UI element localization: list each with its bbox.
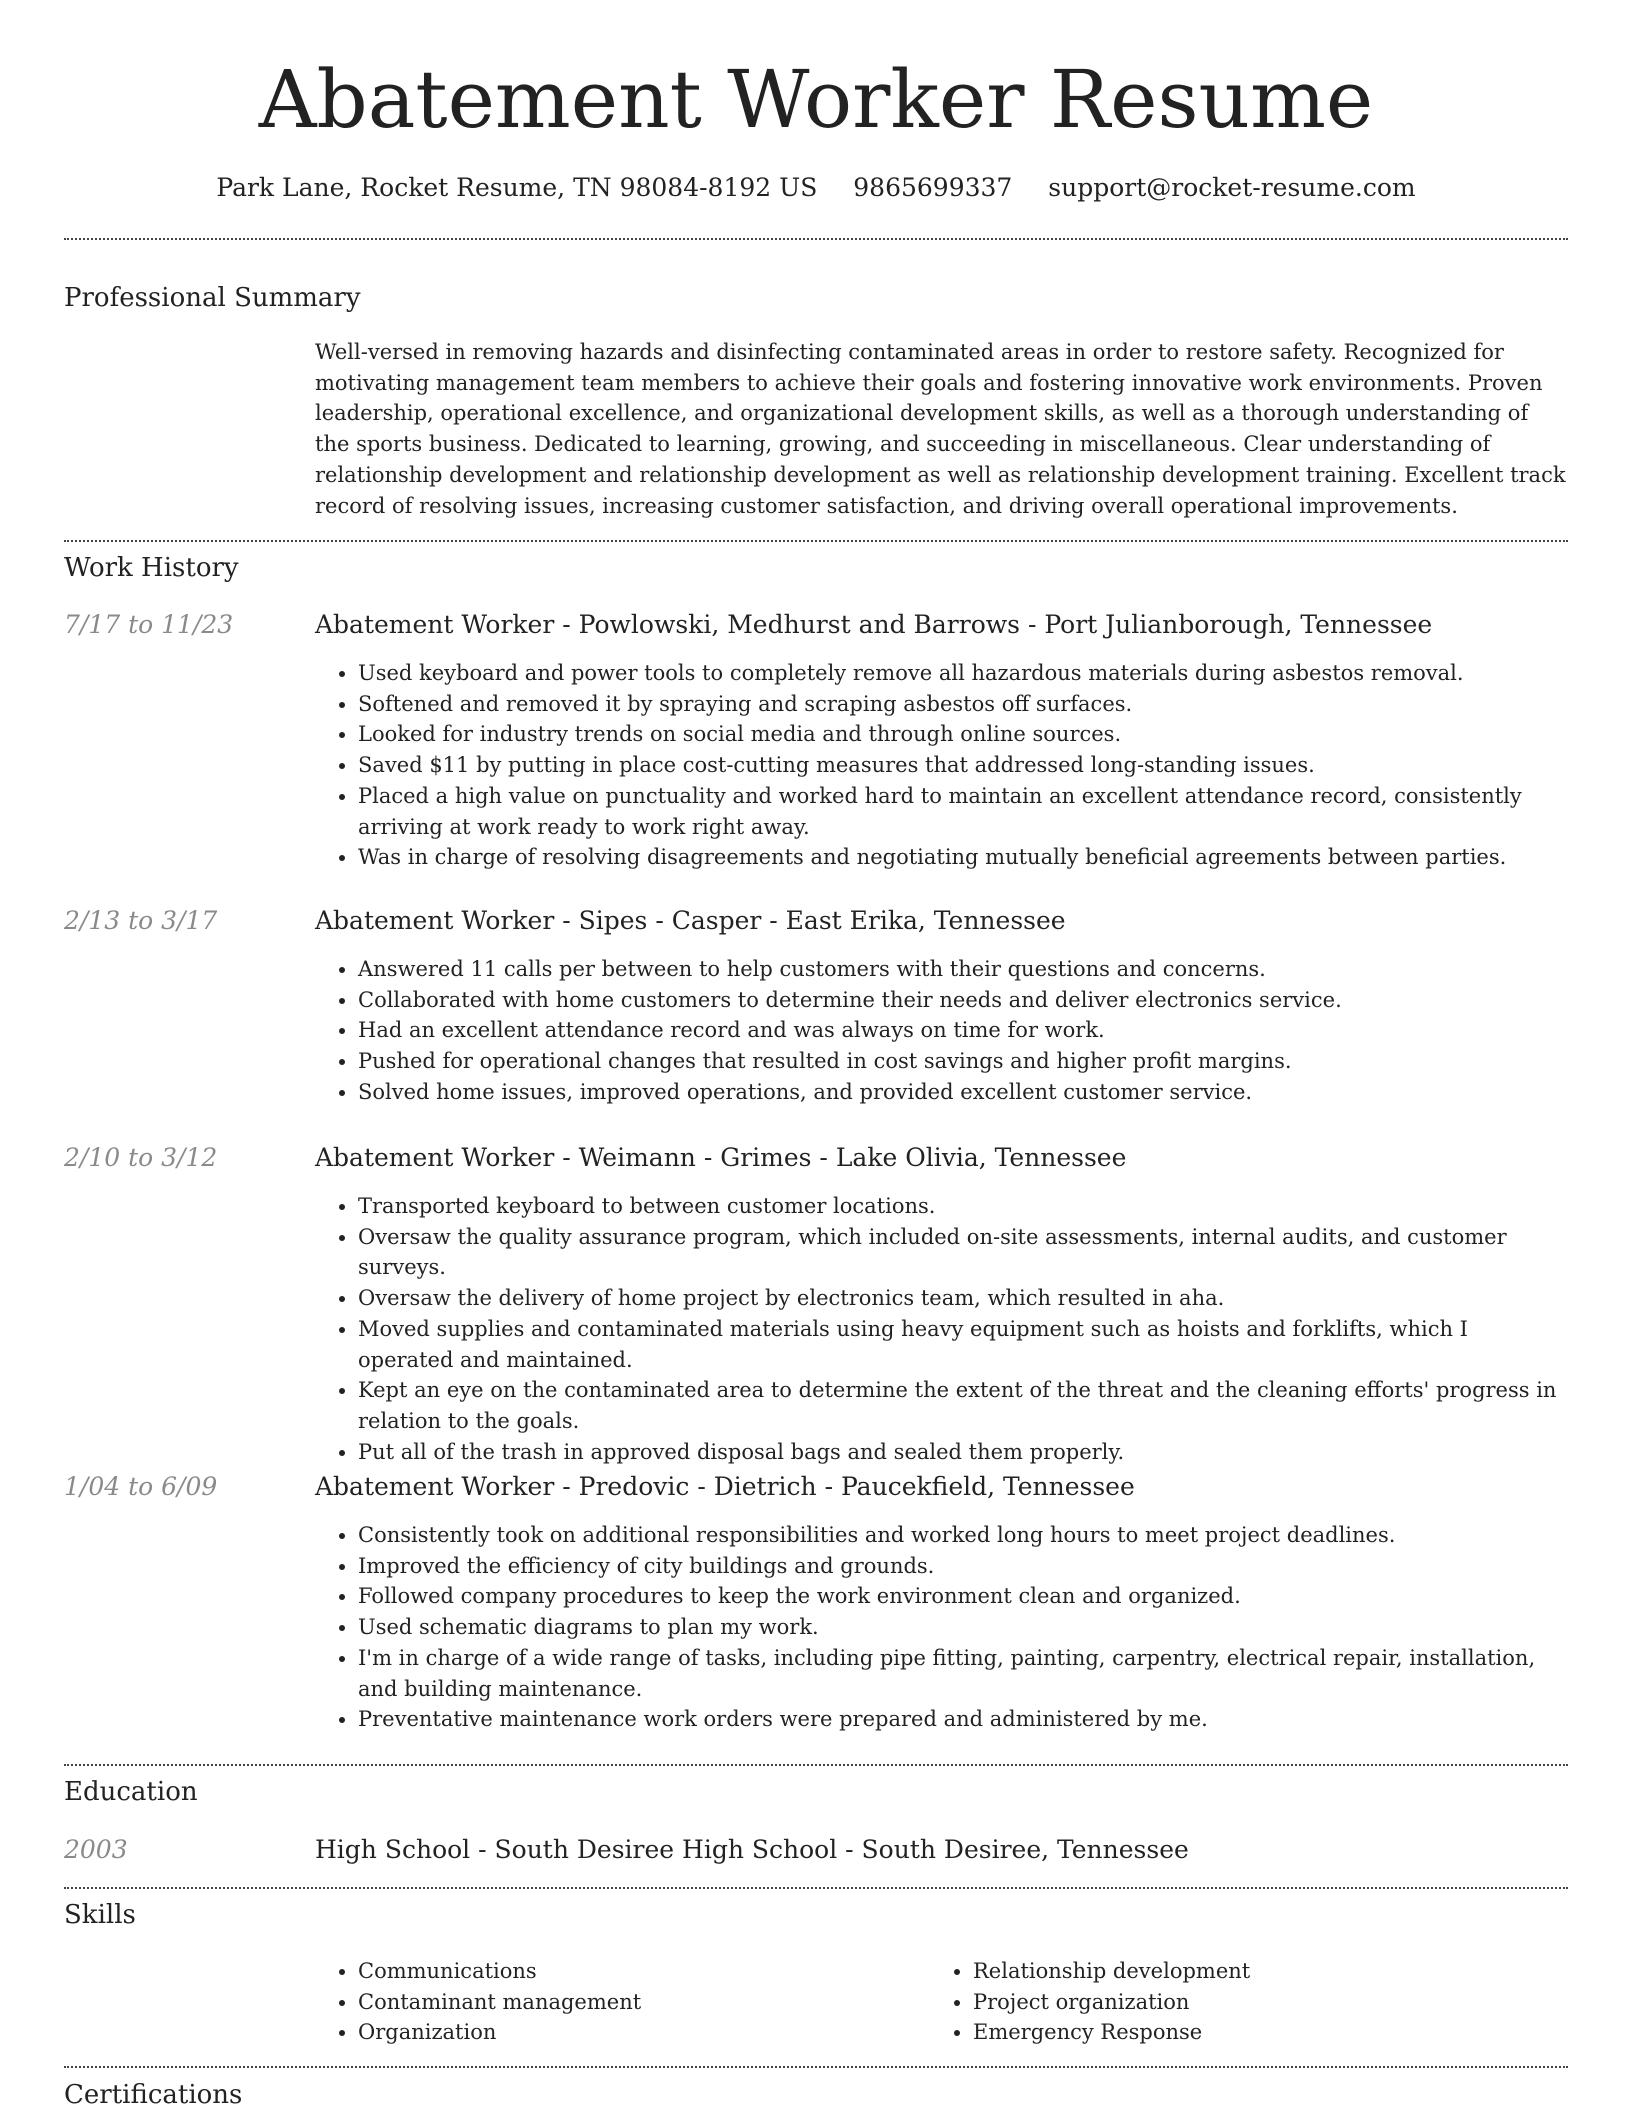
divider [64,2066,1568,2068]
skill-item: • Organization [358,2017,915,2048]
list-item: • Had an excellent attendance record and was always on time for work. [358,1015,1568,1046]
list-item: • Placed a high value on punctuality and worked hard to maintain an excellent attendance record, consistently arriving at work ready to work right away. [358,781,1568,842]
divider [64,238,1568,240]
skill-item: • Project organization [973,1987,1530,2018]
job-title: Abatement Worker - Powlowski, Medhurst and Barrows - Port Julianborough, Tennessee [315,610,1433,639]
list-item: • Oversaw the quality assurance program, which included on-site assessments, internal audits, and customer surveys. [358,1222,1568,1283]
education-heading: Education [64,1777,198,1807]
list-item: • Preventative maintenance work orders were prepared and administered by me. [358,1704,1568,1735]
job-dates: 1/04 to 6/09 [64,1472,218,1501]
list-item: • Saved $11 by putting in place cost-cutting measures that addressed long-standing issues. [358,750,1568,781]
summary-text: Well-versed in removing hazards and disinfecting contaminated areas in order to restore safety. Recognized for motivating management team members to achieve their goals and fostering innovative work environments. Proven leadership, operational excellence, and organizational development skills, as well as a thorough understanding of the sports business. Dedicated to learning, growing, and succeeding in miscellaneous. Clear understanding of relationship development and relationship development as well as relationship development training. Excellent track record of resolving issues, increasing customer satisfaction, and driving overall operational improvements. [315,340,1566,518]
divider [64,1887,1568,1889]
skill-item: • Contaminant management [358,1987,915,2018]
job-dates: 2/10 to 3/12 [64,1143,218,1172]
skills-heading: Skills [64,1900,136,1930]
list-item: • Answered 11 calls per between to help customers with their questions and concerns. [358,954,1568,985]
education-year: 2003 [64,1835,128,1864]
list-item: • Looked for industry trends on social media and through online sources. [358,719,1568,750]
contact-email[interactable]: support@rocket-resume.com [1048,173,1416,202]
skill-item: • Emergency Response [973,2017,1530,2048]
list-item: • Moved supplies and contaminated materials using heavy equipment such as hoists and forklifts, which I operated and maintained. [358,1314,1568,1375]
contact-address: Park Lane, Rocket Resume, TN 98084-8192 US [216,173,818,202]
list-item: • Softened and removed it by spraying and scraping asbestos off surfaces. [358,689,1568,720]
list-item: • I'm in charge of a wide range of tasks, including pipe fitting, painting, carpentry, electrical repair, installation, and building maintenance. [358,1643,1568,1704]
resume-title: Abatement Worker Resume [258,53,1374,146]
list-item: • Oversaw the delivery of home project by electronics team, which resulted in aha. [358,1283,1568,1314]
work-history-heading: Work History [64,553,239,583]
list-item: • Transported keyboard to between customer locations. [358,1191,1568,1222]
job-bullets [315,1520,1568,1735]
job-title: Abatement Worker - Predovic - Dietrich - Paucekfield, Tennessee [315,1472,1135,1501]
skills-list-left [315,1956,915,2048]
list-item: • Pushed for operational changes that resulted in cost savings and higher profit margins. [358,1046,1568,1077]
certifications-heading: Certifications [64,2080,243,2110]
list-item: • Used keyboard and power tools to completely remove all hazardous materials during asbestos removal. [358,658,1568,689]
job-title: Abatement Worker - Sipes - Casper - East Erika, Tennessee [315,906,1066,935]
list-item: • Kept an eye on the contaminated area to determine the extent of the threat and the cleaning efforts' progress in relation to the goals. [358,1375,1568,1436]
list-item: • Put all of the trash in approved disposal bags and sealed them properly. [358,1437,1568,1468]
list-item: • Collaborated with home customers to determine their needs and deliver electronics service. [358,985,1568,1016]
list-item: • Followed company procedures to keep the work environment clean and organized. [358,1581,1568,1612]
job-bullets [315,954,1568,1108]
list-item: • Solved home issues, improved operations, and provided excellent customer service. [358,1077,1568,1108]
job-bullets [315,658,1568,873]
list-item: • Was in charge of resolving disagreements and negotiating mutually beneficial agreements between parties. [358,842,1568,873]
divider [64,540,1568,542]
list-item: • Used schematic diagrams to plan my work. [358,1612,1568,1643]
job-dates: 2/13 to 3/17 [64,906,218,935]
skill-item: • Communications [358,1956,915,1987]
contact-line [0,170,1632,206]
skills-list-right [930,1956,1530,2048]
job-dates: 7/17 to 11/23 [64,610,234,639]
summary-heading: Professional Summary [64,283,361,313]
contact-phone: 9865699337 [853,173,1013,202]
list-item: • Consistently took on additional responsibilities and worked long hours to meet project deadlines. [358,1520,1568,1551]
job-title: Abatement Worker - Weimann - Grimes - Lake Olivia, Tennessee [315,1143,1127,1172]
divider [64,1764,1568,1766]
job-bullets [315,1191,1568,1467]
skill-item: • Relationship development [973,1956,1530,1987]
education-title: High School - South Desiree High School - South Desiree, Tennessee [315,1835,1189,1864]
list-item: • Improved the efficiency of city buildings and grounds. [358,1551,1568,1582]
